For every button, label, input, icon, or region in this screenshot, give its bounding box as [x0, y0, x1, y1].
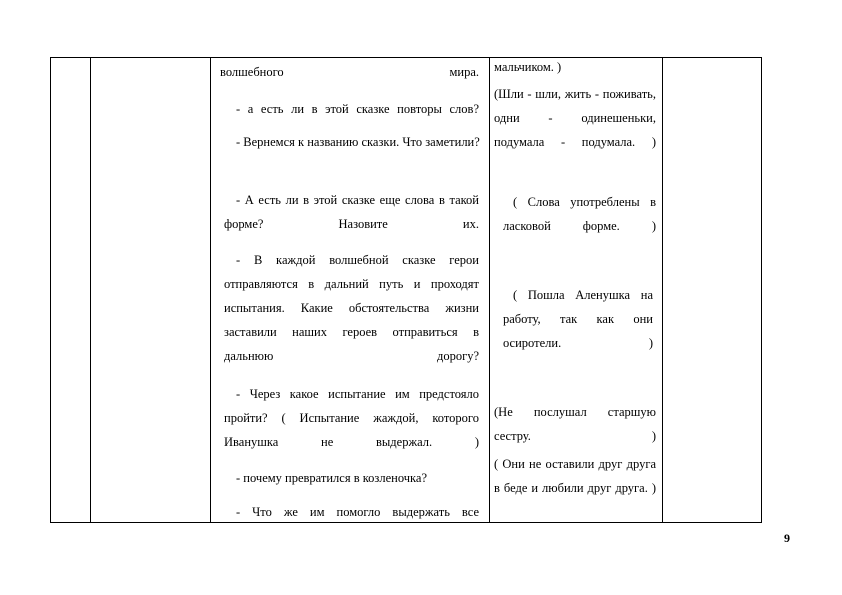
teacher-question: - Через какое испытание им предстояло пройти? ( Испытание жаждой, которого Иванушка не выдержал. ) — [224, 387, 479, 449]
teacher-line: волшебного мира. — [220, 65, 479, 79]
table-column-divider — [489, 57, 490, 523]
table-column-divider — [761, 57, 762, 523]
table-column-divider — [90, 57, 91, 523]
teacher-question: - а есть ли в этой сказке повторы слов? — [236, 102, 479, 116]
teacher-question: - В каждой волшебной сказке герои отправляются в дальний путь и проходят испытания. Какие обстоятельства жизни заставили наших героев отправиться в дальнюю дорогу? — [224, 253, 479, 363]
student-answer: ( Они не оставили друг друга в беде и любили друг друга. ) — [494, 457, 656, 495]
teacher-question: - Что же им помогло выдержать все — [236, 505, 479, 519]
table-column-divider — [50, 57, 51, 523]
table-column-divider — [210, 57, 211, 523]
teacher-question: - Вернемся к названию сказки. Что заметили? — [236, 135, 480, 149]
student-answer: (Не послушал старшую сестру. ) — [494, 405, 656, 443]
page-number: 9 — [784, 531, 790, 545]
teacher-question: - почему превратился в козленочка? — [236, 471, 428, 485]
teacher-question: - А есть ли в этой сказке еще слова в такой форме? Назовите их. — [224, 193, 479, 231]
table-bottom-border — [50, 522, 762, 523]
student-answer: мальчиком. ) — [494, 60, 562, 74]
student-answer: ( Пошла Аленушка на работу, так как они осиротели. ) — [503, 288, 653, 350]
student-answer: (Шли - шли, жить - поживать, одни - одинешеньки, подумала - подумала. ) — [494, 87, 656, 149]
table-column-divider — [662, 57, 663, 523]
student-answer: ( Слова употреблены в ласковой форме. ) — [503, 195, 656, 233]
